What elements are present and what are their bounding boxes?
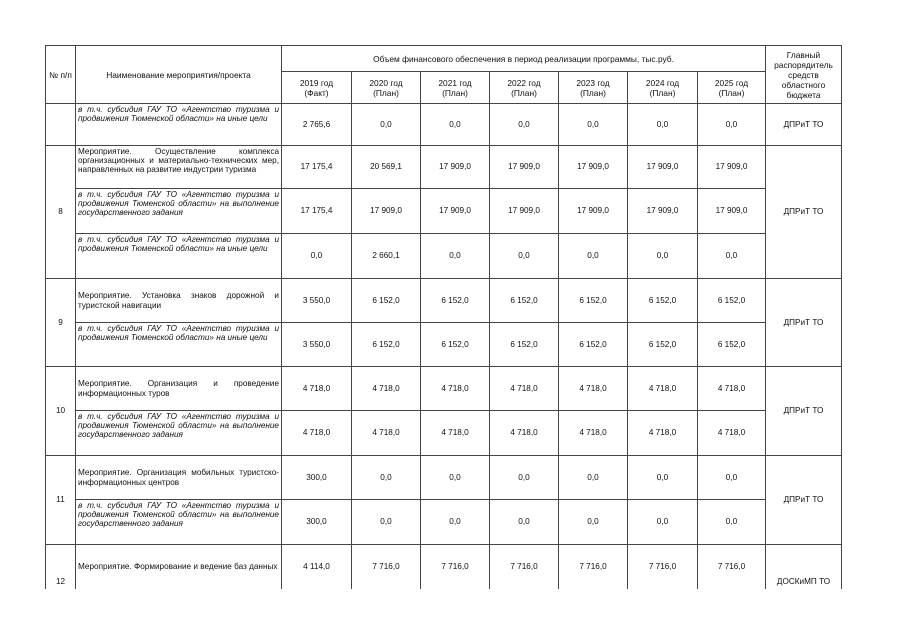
row-value: 0,0 (421, 500, 490, 545)
row-num: 12 (46, 545, 76, 589)
row-owner: ДПРиТ ТО (766, 279, 842, 367)
row-value: 0,0 (490, 104, 559, 146)
row-value: 0,0 (421, 234, 490, 279)
row-value: 0,0 (490, 500, 559, 545)
table-row (46, 189, 842, 234)
row-value: 4 718,0 (628, 367, 698, 411)
row-value: 0,0 (628, 456, 698, 500)
row-num: 11 (46, 456, 76, 545)
row-value: 4 718,0 (421, 367, 490, 411)
row-value: 0,0 (352, 500, 421, 545)
row-value: 0,0 (421, 456, 490, 500)
table-row (46, 104, 842, 146)
row-value: 4 114,0 (282, 545, 352, 589)
row-value: 2 765,6 (282, 104, 352, 146)
row-value: 0,0 (490, 234, 559, 279)
row-value: 6 152,0 (559, 323, 628, 367)
row-value: 6 152,0 (352, 323, 421, 367)
row-value: 0,0 (490, 456, 559, 500)
row-value: 0,0 (559, 234, 628, 279)
header-year: 2025 год (План) (698, 72, 766, 104)
table-row (46, 367, 842, 411)
row-value: 17 909,0 (490, 146, 559, 189)
row-name: в т.ч. субсидия ГАУ ТО «Агентство туризма и продвижения Тюменской области» на выполнение государственного задания (76, 411, 282, 456)
row-value: 0,0 (698, 500, 766, 545)
row-value: 300,0 (282, 456, 352, 500)
row-value: 6 152,0 (352, 279, 421, 323)
table-row (46, 234, 842, 279)
row-value: 17 909,0 (490, 189, 559, 234)
row-value: 0,0 (559, 500, 628, 545)
row-name: в т.ч. субсидия ГАУ ТО «Агентство туризма и продвижения Тюменской области» на иные цели (76, 323, 282, 367)
row-value: 17 909,0 (421, 146, 490, 189)
header-name: Наименование мероприятия/проекта (76, 46, 282, 104)
header-year: 2022 год (План) (490, 72, 559, 104)
row-value: 4 718,0 (421, 411, 490, 456)
row-value: 17 175,4 (282, 146, 352, 189)
row-name: Мероприятие. Установка знаков дорожной и туристской навигации (76, 279, 282, 323)
row-owner: ДПРиТ ТО (766, 146, 842, 279)
row-owner: ДПРиТ ТО (766, 104, 842, 146)
row-value: 6 152,0 (421, 323, 490, 367)
row-num (46, 104, 76, 146)
row-value: 0,0 (559, 104, 628, 146)
row-name: в т.ч. субсидия ГАУ ТО «Агентство туризма и продвижения Тюменской области» на иные цели (76, 104, 282, 146)
header-year: 2024 год (План) (628, 72, 698, 104)
row-value: 0,0 (628, 234, 698, 279)
row-value: 4 718,0 (628, 411, 698, 456)
row-value: 17 909,0 (352, 189, 421, 234)
row-value: 0,0 (352, 104, 421, 146)
row-name: Мероприятие. Осуществление комплекса организационных и материально-технических мер, направленных на развитие индустрии туризма (76, 146, 282, 189)
row-value: 17 909,0 (628, 146, 698, 189)
row-owner: ДОСКиМП ТО (766, 545, 842, 589)
row-name: в т.ч. субсидия ГАУ ТО «Агентство туризма и продвижения Тюменской области» на выполнение государственного задания (76, 189, 282, 234)
row-value: 20 569,1 (352, 146, 421, 189)
row-name: Мероприятие. Формирование и ведение баз данных (76, 545, 282, 589)
row-num: 9 (46, 279, 76, 367)
row-name: Мероприятие. Организация мобильных туристско-информационных центров (76, 456, 282, 500)
header-volume: Объем финансового обеспечения в период реализации программы, тыс.руб. (282, 46, 766, 72)
row-value: 0,0 (698, 456, 766, 500)
row-value: 0,0 (628, 104, 698, 146)
row-value: 2 660,1 (352, 234, 421, 279)
row-value: 4 718,0 (352, 367, 421, 411)
row-value: 0,0 (352, 456, 421, 500)
row-value: 7 716,0 (421, 545, 490, 589)
financing-table (45, 45, 842, 589)
row-value: 4 718,0 (490, 411, 559, 456)
row-value: 7 716,0 (352, 545, 421, 589)
row-value: 6 152,0 (559, 279, 628, 323)
row-value: 17 175,4 (282, 189, 352, 234)
row-value: 17 909,0 (559, 146, 628, 189)
row-value: 4 718,0 (282, 411, 352, 456)
row-value: 4 718,0 (490, 367, 559, 411)
row-value: 6 152,0 (490, 323, 559, 367)
row-owner: ДПРиТ ТО (766, 367, 842, 456)
row-value: 0,0 (698, 234, 766, 279)
row-value: 17 909,0 (559, 189, 628, 234)
row-value: 0,0 (421, 104, 490, 146)
row-value: 6 152,0 (698, 279, 766, 323)
table-row (46, 545, 842, 589)
table-row (46, 456, 842, 500)
row-value: 4 718,0 (559, 367, 628, 411)
row-value: 17 909,0 (628, 189, 698, 234)
header-year: 2021 год (План) (421, 72, 490, 104)
row-value: 17 909,0 (698, 189, 766, 234)
row-value: 6 152,0 (628, 279, 698, 323)
header-owner: Главный распорядитель средств областного бюджета (766, 46, 842, 104)
table-row (46, 500, 842, 545)
row-value: 17 909,0 (421, 189, 490, 234)
table-row (46, 279, 842, 323)
row-value: 7 716,0 (628, 545, 698, 589)
row-value: 0,0 (282, 234, 352, 279)
row-value: 6 152,0 (628, 323, 698, 367)
row-value: 6 152,0 (490, 279, 559, 323)
row-value: 7 716,0 (490, 545, 559, 589)
row-name: в т.ч. субсидия ГАУ ТО «Агентство туризма и продвижения Тюменской области» на выполнение государственного задания (76, 500, 282, 545)
row-value: 4 718,0 (352, 411, 421, 456)
table-row (46, 411, 842, 456)
header-row (46, 46, 842, 72)
row-value: 7 716,0 (698, 545, 766, 589)
row-value: 7 716,0 (559, 545, 628, 589)
row-value: 17 909,0 (698, 146, 766, 189)
table-row (46, 323, 842, 367)
row-name: в т.ч. субсидия ГАУ ТО «Агентство туризма и продвижения Тюменской области» на иные цели (76, 234, 282, 279)
row-value: 0,0 (628, 500, 698, 545)
row-value: 4 718,0 (559, 411, 628, 456)
row-value: 300,0 (282, 500, 352, 545)
row-value: 3 550,0 (282, 323, 352, 367)
header-num: № п/п (46, 46, 76, 104)
table-row (46, 146, 842, 189)
row-value: 4 718,0 (282, 367, 352, 411)
row-owner: ДПРиТ ТО (766, 456, 842, 545)
row-value: 6 152,0 (421, 279, 490, 323)
row-value: 0,0 (559, 456, 628, 500)
row-value: 4 718,0 (698, 367, 766, 411)
header-year: 2020 год (План) (352, 72, 421, 104)
row-name: Мероприятие. Организация и проведение информационных туров (76, 367, 282, 411)
row-value: 4 718,0 (698, 411, 766, 456)
header-year: 2019 год (Факт) (282, 72, 352, 104)
row-num: 8 (46, 146, 76, 279)
header-year: 2023 год (План) (559, 72, 628, 104)
row-num: 10 (46, 367, 76, 456)
row-value: 0,0 (698, 104, 766, 146)
row-value: 6 152,0 (698, 323, 766, 367)
row-value: 3 550,0 (282, 279, 352, 323)
